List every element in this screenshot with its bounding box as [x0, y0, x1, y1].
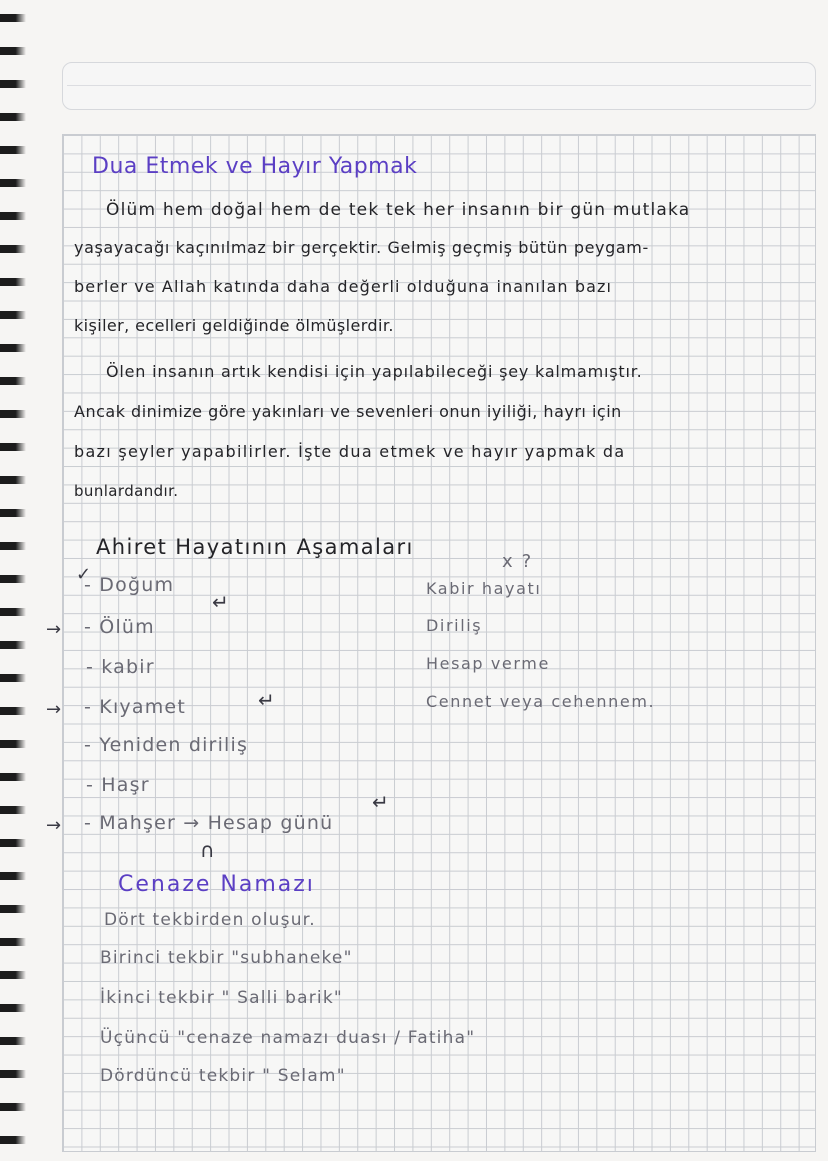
heading-dua-etmek: Dua Etmek ve Hayır Yapmak	[92, 154, 418, 179]
notes-marks: x ?	[502, 551, 533, 572]
stage-item: - Haşr	[86, 774, 150, 796]
corner-arrow-icon: ↵	[372, 790, 389, 814]
heading-ahiret: Ahiret Hayatının Aşamaları	[96, 535, 414, 559]
paragraph1-line2: yaşayacağı kaçınılmaz bir gerçektir. Gelmiş geçmiş bütün peygam-	[74, 238, 649, 257]
note-item: Cennet veya cehennem.	[426, 692, 656, 711]
funeral-line: Üçüncü "cenaze namazı duası / Fatiha"	[100, 1028, 476, 1048]
paragraph2-line2: Ancak dinimize göre yakınları ve sevenleri onun iyiliği, hayrı için	[74, 402, 622, 421]
stage-item: - Yeniden diriliş	[84, 734, 249, 756]
caret-mark-icon: ∩	[200, 838, 215, 862]
stage-item: - kabir	[86, 656, 155, 678]
arrow-mark-icon: →	[46, 699, 62, 720]
note-item: Hesap verme	[426, 654, 550, 673]
funeral-line: Dördüncü tekbir " Selam"	[100, 1066, 346, 1086]
funeral-line: İkinci tekbir " Salli barik"	[100, 988, 343, 1008]
paragraph1-line3: berler ve Allah katında daha değerli olduğuna inanılan bazı	[74, 277, 613, 296]
arrow-mark-icon: →	[46, 815, 62, 836]
stage-item: - Kıyamet	[84, 696, 186, 718]
heading-cenaze-namazi: Cenaze Namazı	[118, 872, 315, 897]
corner-arrow-icon: ↵	[212, 590, 229, 614]
stage-item: - Doğum	[84, 574, 175, 596]
corner-arrow-icon: ↵	[258, 688, 275, 712]
check-mark-icon: ✓	[76, 564, 92, 585]
header-box	[62, 62, 816, 110]
arrow-mark-icon: →	[46, 619, 62, 640]
paragraph1-line4: kişiler, ecelleri geldiğinde ölmüşlerdir.	[74, 316, 394, 335]
funeral-line: Birinci tekbir "subhaneke"	[100, 948, 353, 968]
funeral-line: Dört tekbirden oluşur.	[104, 910, 316, 930]
stage-item: - Mahşer → Hesap günü	[84, 812, 334, 834]
paragraph1-line1: Ölüm hem doğal hem de tek tek her insanın bir gün mutlaka	[106, 200, 691, 220]
spiral-binding	[0, 0, 26, 1161]
paragraph2-line1: Ölen insanın artık kendisi için yapılabileceği şey kalmamıştır.	[106, 362, 643, 381]
note-item: Kabir hayatı	[426, 579, 542, 598]
paragraph2-line3: bazı şeyler yapabilirler. İşte dua etmek ve hayır yapmak da	[74, 442, 626, 461]
note-item: Diriliş	[426, 616, 483, 635]
paragraph2-line4: bunlardandır.	[74, 482, 179, 500]
stage-item: - Ölüm	[84, 616, 155, 638]
